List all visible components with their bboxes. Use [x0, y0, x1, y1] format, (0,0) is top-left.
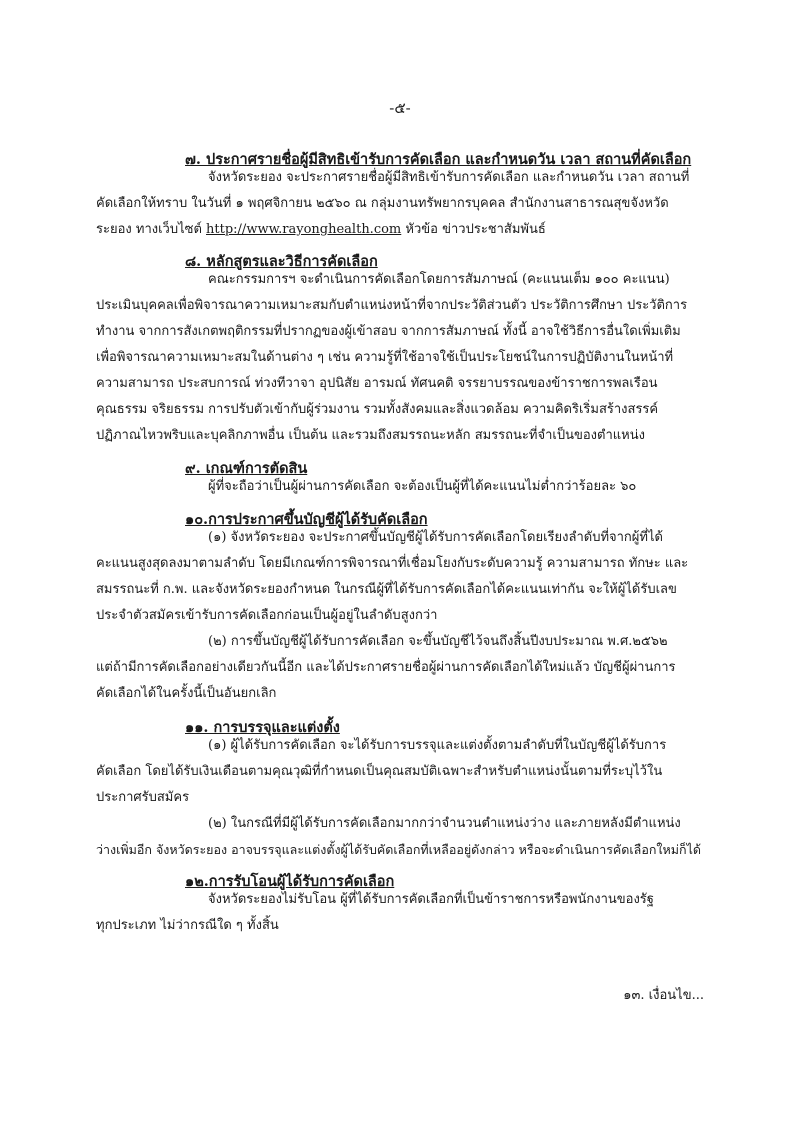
section-7-line-1: จังหวัดระยอง จะประกาศรายชื่อผู้มีสิทธิเข้ารับการคัดเลือก และกำหนดวัน เวลา สถานที่: [208, 170, 690, 185]
section-8-line-4: เพื่อพิจารณาความเหมาะสมในด้านต่าง ๆ เช่น ความรู้ที่ใช้อาจใช้เป็นประโยชน์ในการปฏิบัติงานในหน้าที่: [96, 350, 674, 365]
section-11-heading: ๑๑. การบรรจุและแต่งตั้ง: [185, 719, 340, 736]
section-8-line-2: ประเมินบุคคลเพื่อพิจารณาความเหมาะสมกับตำแหน่งหน้าที่จากประวัติส่วนตัว ประวัติการศึกษา ประวัติการ: [96, 298, 688, 313]
section-8-line-5: ความสามารถ ประสบการณ์ ท่วงทีวาจา อุปนิสัย อารมณ์ ทัศนคติ จรรยาบรรณของข้าราชการพลเรือน: [96, 376, 658, 391]
section-11-line-5: ว่างเพิ่มอีก จังหวัดระยอง อาจบรรจุและแต่งตั้งผู้ได้รับคัดเลือกที่เหลืออยู่ดังกล่าว หรือจะดำเนินการคัดเลือกใหม่ก็ได้: [96, 842, 701, 857]
section-12-line-2: ทุกประเภท ไม่ว่ากรณีใด ๆ ทั้งสิ้น: [96, 918, 279, 933]
section-10-line-6: แต่ถ้ามีการคัดเลือกอย่างเดียวกันนี้อีก และได้ประกาศรายชื่อผู้ผ่านการคัดเลือกได้ใหม่แล้ว บัญชีผู้ผ่านการ: [96, 660, 676, 675]
section-7-line-3-suffix: หัวข้อ ข่าวประชาสัมพันธ์: [405, 222, 546, 237]
section-10-line-2: คะแนนสูงสุดลงมาตามลำดับ โดยมีเกณฑ์การพิจารณาที่เชื่อมโยงกับระดับความรู้ ความสามารถ ทักษะ และ: [96, 556, 689, 571]
section-8-line-7: ปฏิภาณไหวพริบและบุคลิกภาพอื่น เป็นต้น และรวมถึงสมรรถนะหลัก สมรรถนะที่จำเป็นของตำแหน่ง: [96, 428, 645, 443]
section-7-line-3-text: ระยอง ทางเว็บไซต์: [96, 222, 202, 237]
section-12-line-1: จังหวัดระยองไม่รับโอน ผู้ที่ได้รับการคัดเลือกที่เป็นข้าราชการหรือพนักงานของรัฐ: [208, 892, 654, 907]
continuation-note: ๑๓. เงื่อนไข...: [623, 988, 704, 1003]
section-10-line-7: คัดเลือกได้ในครั้งนี้เป็นอันยกเลิก: [96, 686, 277, 701]
section-10-line-5: (๒) การขึ้นบัญชีผู้ได้รับการคัดเลือก จะขึ้นบัญชีไว้จนถึงสิ้นปีงบประมาณ พ.ศ.๒๕๖๒: [208, 634, 668, 649]
section-10-line-1: (๑) จังหวัดระยอง จะประกาศขึ้นบัญชีผู้ได้รับการคัดเลือกโดยเรียงลำดับที่จากผู้ที่ได้: [208, 530, 663, 545]
section-11-line-4: (๒) ในกรณีที่มีผู้ได้รับการคัดเลือกมากกว่าจำนวนตำแหน่งว่าง และภายหลังมีตำแหน่ง: [208, 816, 681, 831]
section-8-heading: ๘. หลักสูตรและวิธีการคัดเลือก: [185, 253, 378, 270]
page-number: -๕-: [389, 99, 411, 117]
section-8-line-3: ทำงาน จากการสังเกตพฤติกรรมที่ปรากฏของผู้เข้าสอบ จากการสัมภาษณ์ ทั้งนี้ อาจใช้วิธีการอื่นใดเพิ่มเติม: [96, 324, 681, 339]
section-7-line-2: คัดเลือกให้ทราบ ในวันที่ ๑ พฤศจิกายน ๒๕๖๐ ณ กลุ่มงานทรัพยากรบุคคล สำนักงานสาธารณสุขจังหวัด: [96, 196, 669, 211]
section-12-heading: ๑๒.การรับโอนผู้ได้รับการคัดเลือก: [185, 873, 395, 890]
section-10-heading: ๑๐.การประกาศขึ้นบัญชีผู้ได้รับคัดเลือก: [185, 511, 428, 528]
section-8-line-1: คณะกรรมการฯ จะดำเนินการคัดเลือกโดยการสัมภาษณ์ (คะแนนเต็ม ๑๐๐ คะแนน): [208, 272, 670, 287]
section-11-line-2: คัดเลือก โดยได้รับเงินเดือนตามคุณวุฒิที่กำหนดเป็นคุณสมบัติเฉพาะสำหรับตำแหน่งนั้นตามที่ระบุไว้ใน: [96, 764, 663, 779]
section-10-line-4: ประจำตัวสมัครเข้ารับการคัดเลือกก่อนเป็นผู้อยู่ในลำดับสูงกว่า: [96, 608, 438, 623]
website-link[interactable]: http://www.rayonghealth.com: [206, 222, 402, 237]
section-10-line-3: สมรรถนะที่ ก.พ. และจังหวัดระยองกำหนด ในกรณีผู้ที่ได้รับการคัดเลือกได้คะแนนเท่ากัน จะให้ผู้ได้รับเลข: [96, 582, 677, 597]
section-11-line-3: ประกาศรับสมัคร: [96, 790, 190, 805]
section-11-line-1: (๑) ผู้ได้รับการคัดเลือก จะได้รับการบรรจุและแต่งตั้งตามลำดับที่ในบัญชีผู้ได้รับการ: [208, 738, 667, 753]
section-9-heading: ๙. เกณฑ์การตัดสิน: [185, 460, 308, 477]
section-9-line-1: ผู้ที่จะถือว่าเป็นผู้ผ่านการคัดเลือก จะต้องเป็นผู้ที่ได้คะแนนไม่ต่ำกว่าร้อยละ ๖๐: [208, 479, 637, 494]
section-7-heading: ๗. ประกาศรายชื่อผู้มีสิทธิเข้ารับการคัดเลือก และกำหนดวัน เวลา สถานที่คัดเลือก: [185, 151, 692, 168]
section-8-line-6: คุณธรรม จริยธรรม การปรับตัวเข้ากับผู้ร่วมงาน รวมทั้งสังคมและสิ่งแวดล้อม ความคิดริเริ่มสร้างสรรค์: [96, 402, 659, 417]
section-7-line-3: [96, 220, 546, 240]
